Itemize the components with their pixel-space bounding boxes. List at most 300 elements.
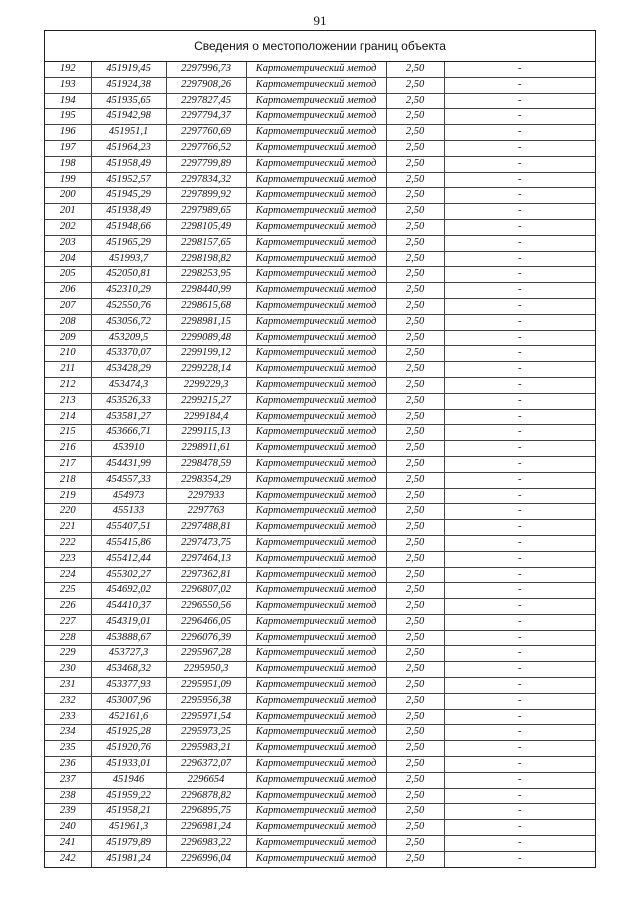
point-number-cell: 217 xyxy=(45,456,91,472)
method-cell: Картометрический метод xyxy=(246,235,386,251)
precision-cell: 2,50 xyxy=(386,504,444,520)
x-coordinate-cell: 451961,3 xyxy=(91,820,166,836)
precision-cell: 2,50 xyxy=(386,125,444,141)
x-coordinate-cell: 451981,24 xyxy=(91,851,166,866)
method-cell: Картометрический метод xyxy=(246,614,386,630)
table-row xyxy=(45,535,595,551)
x-coordinate-cell: 453007,96 xyxy=(91,693,166,709)
table-row xyxy=(45,788,595,804)
point-number-cell: 205 xyxy=(45,267,91,283)
x-coordinate-cell: 453910 xyxy=(91,441,166,457)
y-coordinate-cell: 2296466,05 xyxy=(166,614,246,630)
table-row xyxy=(45,567,595,583)
note-cell: - xyxy=(444,614,595,630)
precision-cell: 2,50 xyxy=(386,251,444,267)
note-cell: - xyxy=(444,267,595,283)
x-coordinate-cell: 451958,49 xyxy=(91,156,166,172)
method-cell: Картометрический метод xyxy=(246,693,386,709)
point-number-cell: 220 xyxy=(45,504,91,520)
y-coordinate-cell: 2295973,25 xyxy=(166,725,246,741)
note-cell: - xyxy=(444,804,595,820)
point-number-cell: 206 xyxy=(45,283,91,299)
precision-cell: 2,50 xyxy=(386,267,444,283)
point-number-cell: 218 xyxy=(45,472,91,488)
method-cell: Картометрический метод xyxy=(246,283,386,299)
x-coordinate-cell: 454973 xyxy=(91,488,166,504)
boundary-points-table xyxy=(45,62,595,867)
precision-cell: 2,50 xyxy=(386,709,444,725)
x-coordinate-cell: 451942,98 xyxy=(91,109,166,125)
note-cell: - xyxy=(444,251,595,267)
note-cell: - xyxy=(444,836,595,852)
method-cell: Картометрический метод xyxy=(246,62,386,77)
method-cell: Картометрический метод xyxy=(246,330,386,346)
x-coordinate-cell: 452550,76 xyxy=(91,298,166,314)
point-number-cell: 195 xyxy=(45,109,91,125)
method-cell: Картометрический метод xyxy=(246,204,386,220)
point-number-cell: 211 xyxy=(45,362,91,378)
method-cell: Картометрический метод xyxy=(246,551,386,567)
table-row xyxy=(45,772,595,788)
point-number-cell: 204 xyxy=(45,251,91,267)
table-title: Сведения о местоположении границ объекта xyxy=(45,31,595,62)
note-cell: - xyxy=(444,441,595,457)
y-coordinate-cell: 2299229,3 xyxy=(166,377,246,393)
precision-cell: 2,50 xyxy=(386,441,444,457)
table-row xyxy=(45,298,595,314)
precision-cell: 2,50 xyxy=(386,520,444,536)
y-coordinate-cell: 2297794,37 xyxy=(166,109,246,125)
note-cell: - xyxy=(444,583,595,599)
point-number-cell: 208 xyxy=(45,314,91,330)
x-coordinate-cell: 455302,27 xyxy=(91,567,166,583)
method-cell: Картометрический метод xyxy=(246,725,386,741)
precision-cell: 2,50 xyxy=(386,204,444,220)
method-cell: Картометрический метод xyxy=(246,646,386,662)
precision-cell: 2,50 xyxy=(386,836,444,852)
y-coordinate-cell: 2299199,12 xyxy=(166,346,246,362)
point-number-cell: 239 xyxy=(45,804,91,820)
note-cell: - xyxy=(444,172,595,188)
table-row xyxy=(45,441,595,457)
y-coordinate-cell: 2297763 xyxy=(166,504,246,520)
table-row xyxy=(45,851,595,866)
precision-cell: 2,50 xyxy=(386,314,444,330)
y-coordinate-cell: 2298354,29 xyxy=(166,472,246,488)
y-coordinate-cell: 2296895,75 xyxy=(166,804,246,820)
note-cell: - xyxy=(444,235,595,251)
method-cell: Картометрический метод xyxy=(246,583,386,599)
table-row xyxy=(45,77,595,93)
precision-cell: 2,50 xyxy=(386,614,444,630)
point-number-cell: 203 xyxy=(45,235,91,251)
y-coordinate-cell: 2297908,26 xyxy=(166,77,246,93)
note-cell: - xyxy=(444,741,595,757)
x-coordinate-cell: 453526,33 xyxy=(91,393,166,409)
point-number-cell: 199 xyxy=(45,172,91,188)
point-number-cell: 192 xyxy=(45,62,91,77)
point-number-cell: 231 xyxy=(45,678,91,694)
x-coordinate-cell: 451951,1 xyxy=(91,125,166,141)
note-cell: - xyxy=(444,330,595,346)
method-cell: Картометрический метод xyxy=(246,488,386,504)
table-body xyxy=(45,62,595,867)
y-coordinate-cell: 2297834,32 xyxy=(166,172,246,188)
method-cell: Картометрический метод xyxy=(246,504,386,520)
note-cell: - xyxy=(444,535,595,551)
note-cell: - xyxy=(444,820,595,836)
note-cell: - xyxy=(444,725,595,741)
x-coordinate-cell: 453056,72 xyxy=(91,314,166,330)
y-coordinate-cell: 2299115,13 xyxy=(166,425,246,441)
point-number-cell: 234 xyxy=(45,725,91,741)
table-row xyxy=(45,583,595,599)
point-number-cell: 214 xyxy=(45,409,91,425)
note-cell: - xyxy=(444,709,595,725)
note-cell: - xyxy=(444,77,595,93)
point-number-cell: 213 xyxy=(45,393,91,409)
note-cell: - xyxy=(444,520,595,536)
precision-cell: 2,50 xyxy=(386,409,444,425)
y-coordinate-cell: 2297766,52 xyxy=(166,140,246,156)
table-row xyxy=(45,393,595,409)
y-coordinate-cell: 2299089,48 xyxy=(166,330,246,346)
table-row xyxy=(45,614,595,630)
table-row xyxy=(45,346,595,362)
precision-cell: 2,50 xyxy=(386,851,444,866)
y-coordinate-cell: 2296372,07 xyxy=(166,757,246,773)
method-cell: Картометрический метод xyxy=(246,267,386,283)
x-coordinate-cell: 453474,3 xyxy=(91,377,166,393)
x-coordinate-cell: 451938,49 xyxy=(91,204,166,220)
table-row xyxy=(45,251,595,267)
precision-cell: 2,50 xyxy=(386,472,444,488)
y-coordinate-cell: 2297464,13 xyxy=(166,551,246,567)
precision-cell: 2,50 xyxy=(386,599,444,615)
y-coordinate-cell: 2296983,22 xyxy=(166,836,246,852)
y-coordinate-cell: 2298981,15 xyxy=(166,314,246,330)
precision-cell: 2,50 xyxy=(386,188,444,204)
table-row xyxy=(45,93,595,109)
method-cell: Картометрический метод xyxy=(246,77,386,93)
method-cell: Картометрический метод xyxy=(246,156,386,172)
y-coordinate-cell: 2297362,81 xyxy=(166,567,246,583)
table-row xyxy=(45,156,595,172)
y-coordinate-cell: 2298105,49 xyxy=(166,219,246,235)
method-cell: Картометрический метод xyxy=(246,393,386,409)
method-cell: Картометрический метод xyxy=(246,425,386,441)
note-cell: - xyxy=(444,409,595,425)
point-number-cell: 207 xyxy=(45,298,91,314)
note-cell: - xyxy=(444,472,595,488)
method-cell: Картометрический метод xyxy=(246,804,386,820)
y-coordinate-cell: 2296550,56 xyxy=(166,599,246,615)
table-row xyxy=(45,804,595,820)
precision-cell: 2,50 xyxy=(386,757,444,773)
note-cell: - xyxy=(444,693,595,709)
y-coordinate-cell: 2297488,81 xyxy=(166,520,246,536)
y-coordinate-cell: 2298198,82 xyxy=(166,251,246,267)
method-cell: Картометрический метод xyxy=(246,678,386,694)
method-cell: Картометрический метод xyxy=(246,772,386,788)
note-cell: - xyxy=(444,646,595,662)
note-cell: - xyxy=(444,156,595,172)
table-row xyxy=(45,125,595,141)
x-coordinate-cell: 454410,37 xyxy=(91,599,166,615)
method-cell: Картометрический метод xyxy=(246,741,386,757)
x-coordinate-cell: 451919,45 xyxy=(91,62,166,77)
x-coordinate-cell: 451924,38 xyxy=(91,77,166,93)
y-coordinate-cell: 2299215,27 xyxy=(166,393,246,409)
method-cell: Картометрический метод xyxy=(246,219,386,235)
point-number-cell: 202 xyxy=(45,219,91,235)
precision-cell: 2,50 xyxy=(386,283,444,299)
table-row xyxy=(45,520,595,536)
point-number-cell: 216 xyxy=(45,441,91,457)
table-row xyxy=(45,693,595,709)
table-row xyxy=(45,709,595,725)
table-row xyxy=(45,62,595,77)
precision-cell: 2,50 xyxy=(386,551,444,567)
table-row xyxy=(45,235,595,251)
precision-cell: 2,50 xyxy=(386,393,444,409)
x-coordinate-cell: 451935,65 xyxy=(91,93,166,109)
x-coordinate-cell: 453209,5 xyxy=(91,330,166,346)
x-coordinate-cell: 455407,51 xyxy=(91,520,166,536)
y-coordinate-cell: 2297899,92 xyxy=(166,188,246,204)
precision-cell: 2,50 xyxy=(386,62,444,77)
table-row xyxy=(45,725,595,741)
y-coordinate-cell: 2298911,61 xyxy=(166,441,246,457)
precision-cell: 2,50 xyxy=(386,219,444,235)
x-coordinate-cell: 451979,89 xyxy=(91,836,166,852)
x-coordinate-cell: 455133 xyxy=(91,504,166,520)
note-cell: - xyxy=(444,488,595,504)
note-cell: - xyxy=(444,204,595,220)
precision-cell: 2,50 xyxy=(386,77,444,93)
precision-cell: 2,50 xyxy=(386,172,444,188)
table-row xyxy=(45,646,595,662)
point-number-cell: 240 xyxy=(45,820,91,836)
precision-cell: 2,50 xyxy=(386,156,444,172)
table-row xyxy=(45,377,595,393)
point-number-cell: 242 xyxy=(45,851,91,866)
x-coordinate-cell: 455412,44 xyxy=(91,551,166,567)
method-cell: Картометрический метод xyxy=(246,567,386,583)
method-cell: Картометрический метод xyxy=(246,788,386,804)
x-coordinate-cell: 451965,29 xyxy=(91,235,166,251)
x-coordinate-cell: 453666,71 xyxy=(91,425,166,441)
method-cell: Картометрический метод xyxy=(246,125,386,141)
point-number-cell: 212 xyxy=(45,377,91,393)
y-coordinate-cell: 2299184,4 xyxy=(166,409,246,425)
point-number-cell: 224 xyxy=(45,567,91,583)
method-cell: Картометрический метод xyxy=(246,172,386,188)
y-coordinate-cell: 2296878,82 xyxy=(166,788,246,804)
table-row xyxy=(45,741,595,757)
point-number-cell: 194 xyxy=(45,93,91,109)
note-cell: - xyxy=(444,504,595,520)
x-coordinate-cell: 455415,86 xyxy=(91,535,166,551)
y-coordinate-cell: 2295971,54 xyxy=(166,709,246,725)
y-coordinate-cell: 2297827,45 xyxy=(166,93,246,109)
point-number-cell: 233 xyxy=(45,709,91,725)
table-row xyxy=(45,488,595,504)
method-cell: Картометрический метод xyxy=(246,851,386,866)
precision-cell: 2,50 xyxy=(386,109,444,125)
note-cell: - xyxy=(444,314,595,330)
precision-cell: 2,50 xyxy=(386,662,444,678)
table-row xyxy=(45,188,595,204)
y-coordinate-cell: 2296981,24 xyxy=(166,820,246,836)
x-coordinate-cell: 453370,07 xyxy=(91,346,166,362)
point-number-cell: 228 xyxy=(45,630,91,646)
table-row xyxy=(45,314,595,330)
precision-cell: 2,50 xyxy=(386,456,444,472)
note-cell: - xyxy=(444,757,595,773)
point-number-cell: 200 xyxy=(45,188,91,204)
method-cell: Картометрический метод xyxy=(246,535,386,551)
method-cell: Картометрический метод xyxy=(246,140,386,156)
point-number-cell: 235 xyxy=(45,741,91,757)
table-row xyxy=(45,409,595,425)
note-cell: - xyxy=(444,630,595,646)
x-coordinate-cell: 454431,99 xyxy=(91,456,166,472)
point-number-cell: 238 xyxy=(45,788,91,804)
y-coordinate-cell: 2297996,73 xyxy=(166,62,246,77)
table-row xyxy=(45,551,595,567)
note-cell: - xyxy=(444,678,595,694)
point-number-cell: 210 xyxy=(45,346,91,362)
boundary-table-frame xyxy=(44,30,596,868)
precision-cell: 2,50 xyxy=(386,235,444,251)
table-row xyxy=(45,330,595,346)
x-coordinate-cell: 452310,29 xyxy=(91,283,166,299)
x-coordinate-cell: 454692,02 xyxy=(91,583,166,599)
point-number-cell: 232 xyxy=(45,693,91,709)
precision-cell: 2,50 xyxy=(386,804,444,820)
y-coordinate-cell: 2296076,39 xyxy=(166,630,246,646)
precision-cell: 2,50 xyxy=(386,772,444,788)
precision-cell: 2,50 xyxy=(386,298,444,314)
x-coordinate-cell: 451993,7 xyxy=(91,251,166,267)
point-number-cell: 222 xyxy=(45,535,91,551)
precision-cell: 2,50 xyxy=(386,646,444,662)
x-coordinate-cell: 453468,32 xyxy=(91,662,166,678)
x-coordinate-cell: 451952,57 xyxy=(91,172,166,188)
method-cell: Картометрический метод xyxy=(246,520,386,536)
y-coordinate-cell: 2295956,38 xyxy=(166,693,246,709)
precision-cell: 2,50 xyxy=(386,693,444,709)
precision-cell: 2,50 xyxy=(386,362,444,378)
x-coordinate-cell: 453377,93 xyxy=(91,678,166,694)
method-cell: Картометрический метод xyxy=(246,93,386,109)
table-row xyxy=(45,472,595,488)
point-number-cell: 237 xyxy=(45,772,91,788)
note-cell: - xyxy=(444,425,595,441)
precision-cell: 2,50 xyxy=(386,488,444,504)
y-coordinate-cell: 2298157,65 xyxy=(166,235,246,251)
x-coordinate-cell: 451964,23 xyxy=(91,140,166,156)
point-number-cell: 219 xyxy=(45,488,91,504)
x-coordinate-cell: 454319,01 xyxy=(91,614,166,630)
note-cell: - xyxy=(444,219,595,235)
note-cell: - xyxy=(444,788,595,804)
method-cell: Картометрический метод xyxy=(246,362,386,378)
page-number: 91 xyxy=(313,13,327,28)
precision-cell: 2,50 xyxy=(386,788,444,804)
table-row xyxy=(45,362,595,378)
note-cell: - xyxy=(444,346,595,362)
y-coordinate-cell: 2295967,28 xyxy=(166,646,246,662)
table-row xyxy=(45,425,595,441)
x-coordinate-cell: 453428,29 xyxy=(91,362,166,378)
point-number-cell: 241 xyxy=(45,836,91,852)
point-number-cell: 193 xyxy=(45,77,91,93)
table-row xyxy=(45,109,595,125)
x-coordinate-cell: 453727,3 xyxy=(91,646,166,662)
x-coordinate-cell: 454557,33 xyxy=(91,472,166,488)
x-coordinate-cell: 451958,21 xyxy=(91,804,166,820)
precision-cell: 2,50 xyxy=(386,93,444,109)
method-cell: Картометрический метод xyxy=(246,109,386,125)
y-coordinate-cell: 2299228,14 xyxy=(166,362,246,378)
note-cell: - xyxy=(444,772,595,788)
point-number-cell: 229 xyxy=(45,646,91,662)
point-number-cell: 215 xyxy=(45,425,91,441)
method-cell: Картометрический метод xyxy=(246,472,386,488)
note-cell: - xyxy=(444,109,595,125)
y-coordinate-cell: 2296996,04 xyxy=(166,851,246,866)
note-cell: - xyxy=(518,852,522,864)
point-number-cell: 236 xyxy=(45,757,91,773)
table-row xyxy=(45,456,595,472)
point-number-cell: 226 xyxy=(45,599,91,615)
precision-cell: 2,50 xyxy=(386,535,444,551)
point-number-cell: 223 xyxy=(45,551,91,567)
y-coordinate-cell: 2298478,59 xyxy=(166,456,246,472)
x-coordinate-cell: 451920,76 xyxy=(91,741,166,757)
y-coordinate-cell: 2295983,21 xyxy=(166,741,246,757)
method-cell: Картометрический метод xyxy=(246,188,386,204)
note-cell: - xyxy=(444,393,595,409)
y-coordinate-cell: 2295950,3 xyxy=(166,662,246,678)
table-row xyxy=(45,757,595,773)
method-cell: Картометрический метод xyxy=(246,456,386,472)
method-cell: Картометрический метод xyxy=(246,599,386,615)
table-row xyxy=(45,630,595,646)
x-coordinate-cell: 452050,81 xyxy=(91,267,166,283)
precision-cell: 2,50 xyxy=(386,346,444,362)
precision-cell: 2,50 xyxy=(386,741,444,757)
table-row xyxy=(45,504,595,520)
table-row xyxy=(45,599,595,615)
note-cell: - xyxy=(444,456,595,472)
x-coordinate-cell: 451933,01 xyxy=(91,757,166,773)
y-coordinate-cell: 2295951,09 xyxy=(166,678,246,694)
table-row xyxy=(45,204,595,220)
method-cell: Картометрический метод xyxy=(246,409,386,425)
point-number-cell: 221 xyxy=(45,520,91,536)
point-number-cell: 198 xyxy=(45,156,91,172)
y-coordinate-cell: 2296654 xyxy=(166,772,246,788)
x-coordinate-cell: 451945,29 xyxy=(91,188,166,204)
table-row xyxy=(45,662,595,678)
note-cell: - xyxy=(444,567,595,583)
point-number-cell: 196 xyxy=(45,125,91,141)
method-cell: Картометрический метод xyxy=(246,836,386,852)
precision-cell: 2,50 xyxy=(386,678,444,694)
